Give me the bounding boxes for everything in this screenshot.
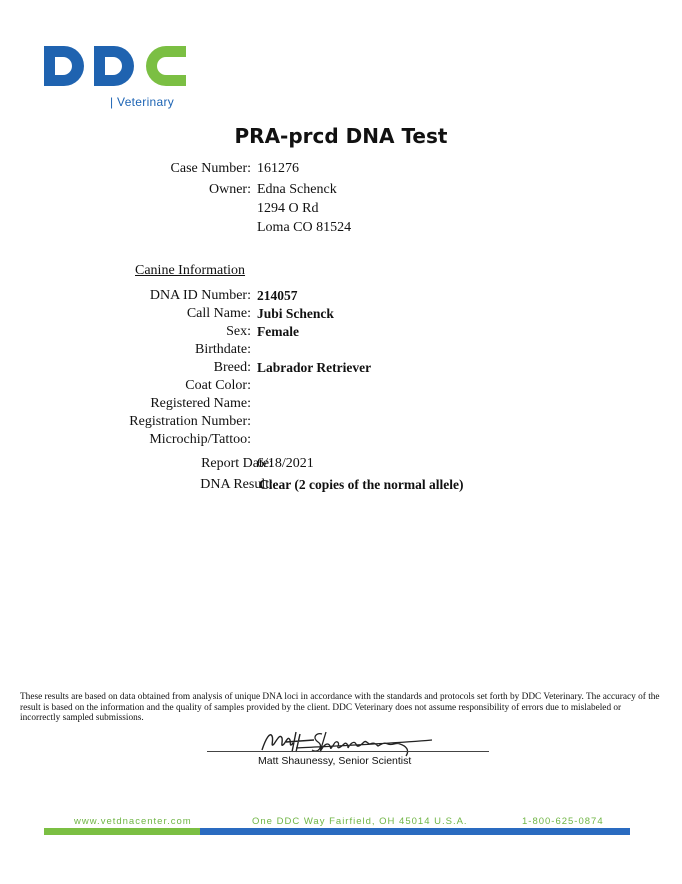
footer-bar-blue xyxy=(200,828,630,835)
case-number-value: 161276 xyxy=(257,161,299,176)
report-date-label: Report Date: xyxy=(201,456,273,471)
signature-line xyxy=(207,751,489,752)
microchip-label: Microchip/Tattoo: xyxy=(149,432,251,447)
sex-label: Sex: xyxy=(226,324,251,339)
breed-label: Breed: xyxy=(213,360,251,375)
sex-value: Female xyxy=(257,324,299,339)
ddc-logo xyxy=(42,44,188,88)
call-name-label: Call Name: xyxy=(186,306,251,321)
owner-name: Edna Schenck xyxy=(257,182,337,197)
canine-info-heading: Canine Information xyxy=(135,263,246,278)
dna-result-value: Clear (2 copies of the normal allele) xyxy=(259,477,464,492)
footer-bar-green xyxy=(44,828,200,835)
report-date-value: 6/18/2021 xyxy=(257,456,314,471)
signatory-name: Matt Shaunessy, Senior Scientist xyxy=(258,755,412,767)
registered-name-label: Registered Name: xyxy=(150,396,251,411)
call-name-value: Jubi Schenck xyxy=(257,306,334,321)
dna-id-value: 214057 xyxy=(257,288,298,303)
disclaimer-text: These results are based on data obtained from analysis of unique DNA loci in accordance with the standards and protocols set forth by DDC Veterinary. The accuracy of the result is based on the information and the quality of samples provided by the client. DDC Veterinary does not assume responsibility of errors due to mislabeled or incorrectly sampled submissions. xyxy=(20,692,660,723)
owner-address-line2: Loma CO 81524 xyxy=(257,220,352,235)
registration-number-label: Registration Number: xyxy=(129,414,251,429)
owner-label: Owner: xyxy=(209,182,251,197)
footer-website: www.vetdnacenter.com xyxy=(74,816,192,827)
logo-subtitle: | Veterinary xyxy=(110,95,175,109)
footer-address: One DDC Way Fairfield, OH 45014 U.S.A. xyxy=(252,816,468,827)
owner-address-line1: 1294 O Rd xyxy=(257,201,319,216)
coat-color-label: Coat Color: xyxy=(185,378,251,393)
dna-id-label: DNA ID Number: xyxy=(149,288,251,303)
dna-result-label: DNA Result: xyxy=(200,477,273,492)
footer-phone: 1-800-625-0874 xyxy=(522,816,604,827)
page-title: PRA-prcd DNA Test xyxy=(234,124,448,148)
case-number-label: Case Number: xyxy=(170,161,251,176)
birthdate-label: Birthdate: xyxy=(195,342,251,357)
breed-value: Labrador Retriever xyxy=(257,360,372,375)
